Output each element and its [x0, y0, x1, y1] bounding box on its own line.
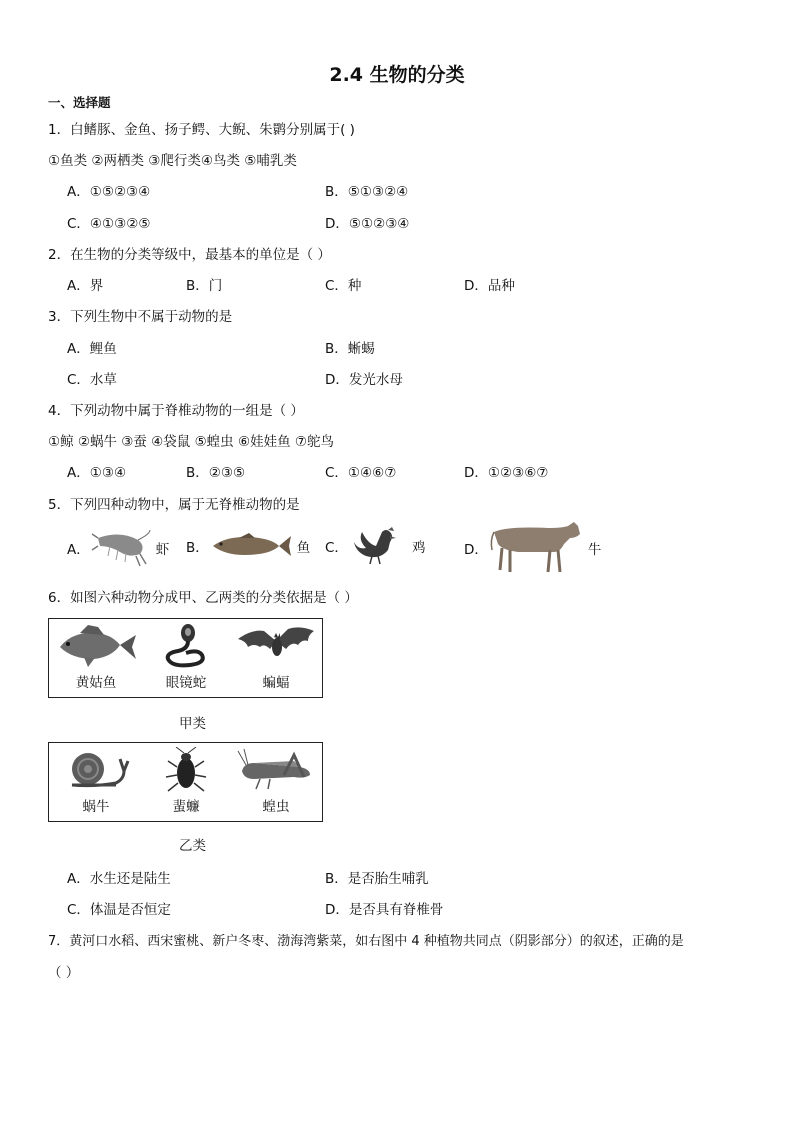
q2-option-c[interactable]: C．种 — [325, 278, 362, 294]
fish-image — [209, 532, 293, 560]
question-7-stem: 7．黄河口水稻、西宋蜜桃、新户冬枣、渤海湾紫菜，如右图中 4 种植物共同点（阴影部分）的叙述，正确的是 — [48, 934, 684, 949]
animal-cell — [231, 747, 321, 819]
snail-icon — [54, 747, 138, 793]
animal-cell — [141, 623, 231, 695]
q6-option-d[interactable]: D．是否具有脊椎骨 — [325, 902, 444, 918]
q5-option-c-name: 鸡 — [411, 540, 426, 556]
group-jia-box — [48, 618, 323, 698]
animal-label: 蝗虫 — [262, 799, 290, 815]
q1-option-d[interactable]: D．⑤①②③④ — [325, 216, 410, 232]
croaker-fish-icon — [54, 623, 138, 669]
shrimp-image — [90, 528, 152, 568]
question-5-stem: 5．下列四种动物中，属于无脊椎动物的是 — [48, 497, 300, 513]
q5-option-c[interactable] — [325, 526, 425, 566]
q2-option-b[interactable]: B．门 — [186, 278, 223, 294]
q5-option-a-letter: A． — [67, 542, 90, 558]
cobra-icon — [156, 623, 216, 669]
question-4-choices: ①鲸 ②蜗牛 ③蚕 ④袋鼠 ⑤蝗虫 ⑥娃娃鱼 ⑦鸵鸟 — [48, 434, 334, 450]
q3-option-a[interactable]: A．鲤鱼 — [67, 341, 117, 357]
animal-label: 蜚蠊 — [172, 799, 200, 815]
animal-label: 蜗牛 — [82, 799, 110, 815]
q5-option-c-letter: C． — [325, 540, 348, 556]
q5-option-b-letter: B． — [186, 540, 209, 556]
animal-cell — [141, 747, 231, 819]
question-4-stem: 4．下列动物中属于脊椎动物的一组是（ ） — [48, 403, 304, 419]
q3-option-c[interactable]: C．水草 — [67, 372, 117, 388]
animal-label: 黄姑鱼 — [75, 675, 117, 691]
q4-option-c[interactable]: C．①④⑥⑦ — [325, 465, 397, 481]
q3-option-d[interactable]: D．发光水母 — [325, 372, 403, 388]
q4-option-a[interactable]: A．①③④ — [67, 465, 127, 481]
locust-icon — [234, 747, 318, 793]
question-1-choices: ①鱼类 ②两栖类 ③爬行类④鸟类 ⑤哺乳类 — [48, 153, 297, 169]
q2-option-d[interactable]: D．品种 — [464, 278, 515, 294]
section-heading: 一、选择题 — [48, 95, 111, 110]
q1-option-c[interactable]: C．④①③②⑤ — [67, 216, 151, 232]
q5-option-a[interactable] — [67, 528, 169, 568]
q5-option-d-letter: D． — [464, 542, 488, 558]
q4-option-d[interactable]: D．①②③⑥⑦ — [464, 465, 549, 481]
q5-option-b[interactable] — [186, 532, 310, 560]
q4-option-b[interactable]: B．②③⑤ — [186, 465, 246, 481]
question-2-stem: 2．在生物的分类等级中，最基本的单位是（ ） — [48, 247, 331, 263]
animal-cell — [51, 623, 141, 695]
group-yi-box — [48, 742, 323, 822]
question-3-stem: 3．下列生物中不属于动物的是 — [48, 309, 233, 325]
animal-label: 蝙蝠 — [262, 675, 290, 691]
q6-option-b[interactable]: B．是否胎生哺乳 — [325, 871, 429, 887]
page-title: 2.4 生物的分类 — [329, 64, 465, 86]
q5-option-a-name: 虾 — [155, 542, 170, 558]
animal-label: 眼镜蛇 — [165, 675, 207, 691]
cockroach-icon — [156, 747, 216, 793]
q6-option-c[interactable]: C．体温是否恒定 — [67, 902, 171, 918]
q1-option-a[interactable]: A．①⑤②③④ — [67, 184, 151, 200]
bat-icon — [234, 623, 318, 669]
animal-cell — [231, 623, 321, 695]
q5-option-d-name: 牛 — [587, 542, 602, 558]
q6-option-a[interactable]: A．水生还是陆生 — [67, 871, 171, 887]
group-jia-caption: 甲类 — [179, 716, 206, 732]
q2-option-a[interactable]: A．界 — [67, 278, 104, 294]
question-7-blank: （ ） — [48, 965, 80, 981]
group-yi-caption: 乙类 — [179, 838, 206, 854]
question-6-stem: 6．如图六种动物分成甲、乙两类的分类依据是（ ） — [48, 590, 358, 606]
question-1-stem: 1．白鳍豚、金鱼、扬子鳄、大鲵、朱鹮分别属于( ) — [48, 122, 355, 138]
q3-option-b[interactable]: B．蜥蜴 — [325, 341, 375, 357]
animal-cell — [51, 747, 141, 819]
q5-option-b-name: 鱼 — [296, 540, 311, 556]
q1-option-b[interactable]: B．⑤①③②④ — [325, 184, 409, 200]
rooster-image — [348, 526, 404, 566]
q5-option-d[interactable] — [464, 520, 601, 576]
cow-image — [488, 520, 584, 576]
